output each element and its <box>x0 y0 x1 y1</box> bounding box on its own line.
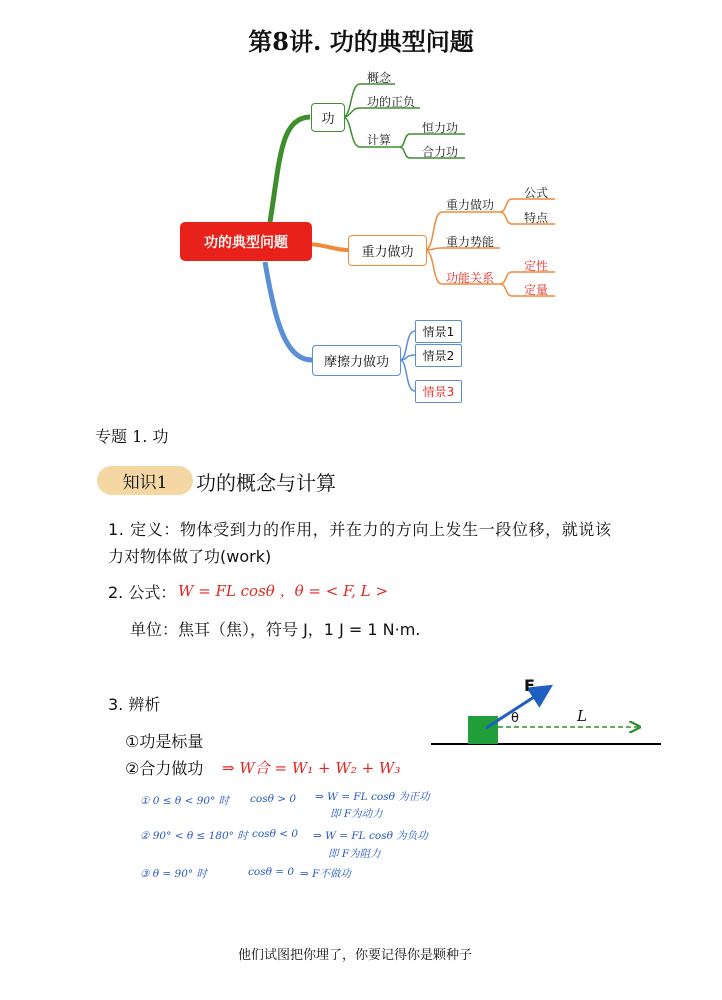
note-sub: 即 F为动力 <box>330 808 383 820</box>
mindmap-leaf: 功能关系 <box>446 271 495 285</box>
mindmap-branch-gravity: 重力做功 <box>348 235 427 266</box>
mindmap-branch-friction: 摩擦力做功 <box>312 345 401 376</box>
topic-heading: 专题 1. 功 <box>95 427 169 446</box>
knowledge-tag: 知识1 <box>97 466 193 495</box>
net-work-handwritten: ⇒ W合 = W₁ + W₂ + W₃ <box>222 759 401 777</box>
mindmap-leaf: 定量 <box>524 283 549 297</box>
note-cond: ② 90° < θ ≤ 180° 时 <box>140 830 248 842</box>
mindmap-leaf-box: 情景2 <box>415 344 462 367</box>
note-cond: ① 0 ≤ θ < 90° 时 <box>140 795 230 807</box>
scalar-note: ①功是标量 <box>125 732 204 751</box>
net-work-note: ②合力做功 <box>125 759 204 778</box>
mindmap-branch-work: 功 <box>311 103 345 132</box>
mindmap-leaf: 计算 <box>367 133 392 147</box>
knowledge-title: 功的概念与计算 <box>196 471 336 495</box>
definition-line-1: 1. 定义：物体受到力的作用，并在力的方向上发生一段位移，就说该 <box>108 520 612 539</box>
page-title: 第8讲. 功的典型问题 <box>248 27 474 56</box>
mindmap-leaf-box: 情景3 <box>415 380 462 403</box>
mindmap-leaf: 重力势能 <box>446 235 495 249</box>
force-label: F <box>524 676 535 695</box>
angle-label: θ <box>511 711 519 726</box>
mindmap-leaf: 特点 <box>524 211 549 225</box>
note-cos: cosθ = 0 <box>248 866 295 878</box>
note-sub: 即 F为阻力 <box>328 848 381 860</box>
note-result: ⇒ W = FL cosθ 为负功 <box>313 830 428 842</box>
mindmap-leaf: 恒力功 <box>422 121 459 135</box>
mindmap-leaf: 定性 <box>524 259 549 273</box>
note-result: ⇒ F不做功 <box>300 868 351 880</box>
mindmap-leaf: 重力做功 <box>446 198 495 212</box>
note-result: ⇒ W = FL cosθ 为正功 <box>315 791 430 803</box>
force-diagram <box>428 672 668 762</box>
formula-label: 2. 公式： <box>108 583 177 602</box>
note-cond: ③ θ = 90° 时 <box>140 868 207 880</box>
analysis-heading: 3. 辨析 <box>108 695 161 714</box>
definition-line-2: 力对物体做了功(work) <box>108 547 272 566</box>
formula-handwritten: W = FL cosθ ，θ = < F, L > <box>178 582 388 600</box>
note-cos: cosθ > 0 <box>250 793 297 805</box>
unit-line: 单位：焦耳（焦），符号 J，1 J = 1 N·m. <box>130 620 421 639</box>
mindmap-leaf: 概念 <box>367 71 392 85</box>
mindmap-leaf: 合力功 <box>422 145 459 159</box>
displacement-label: L <box>577 707 587 725</box>
note-cos: cosθ < 0 <box>252 828 299 840</box>
mindmap-leaf-box: 情景1 <box>415 320 462 343</box>
mindmap-leaf: 公式 <box>524 186 549 200</box>
block <box>468 716 498 744</box>
footer-quote: 他们试图把你埋了，你要记得你是颗种子 <box>238 948 473 963</box>
mindmap-leaf: 功的正负 <box>367 95 416 109</box>
mindmap-root: 功的典型问题 <box>180 222 312 261</box>
